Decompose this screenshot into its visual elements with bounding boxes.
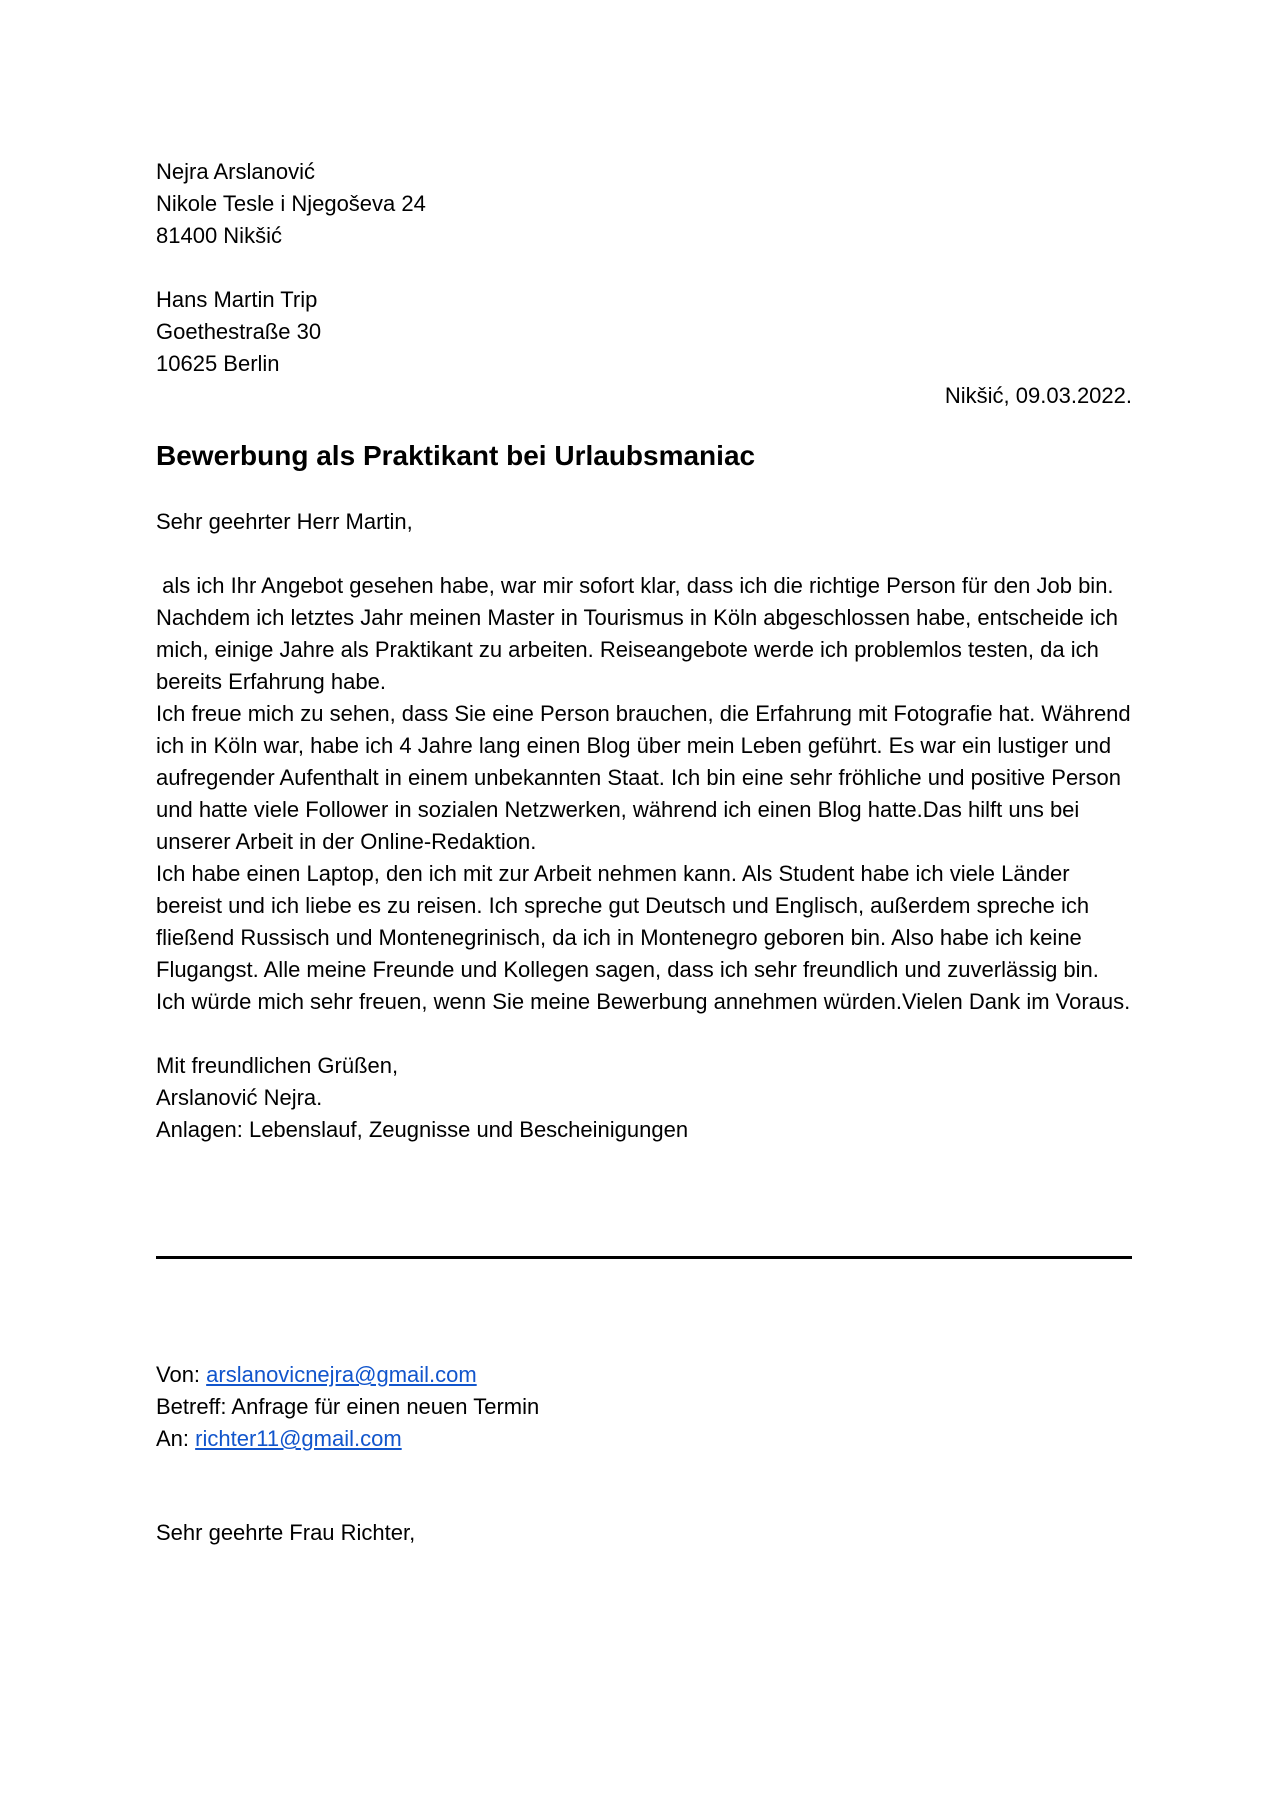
body-paragraph: als ich Ihr Angebot gesehen habe, war mir sofort klar, dass ich die richtige Person für den Job bin. Nachdem ich letztes Jahr meinen Master in Tourismus in Köln abgeschlossen habe, entscheide ich mich, einige Jahre als Praktikant zu arbeiten. Reiseangebote werde ich problemlos testen, da ich bereits Erfahrung habe. — [156, 573, 1125, 694]
email-from-link[interactable]: arslanovicnejra@gmail.com — [206, 1362, 477, 1387]
sender-name: Nejra Arslanović — [156, 159, 315, 184]
email-subject-line: Betreff: Anfrage für einen neuen Termin — [156, 1394, 540, 1419]
email-to-line — [156, 1423, 1132, 1455]
letter-date: Nikšić, 09.03.2022. — [944, 383, 1132, 408]
closing-signature: Arslanović Nejra. — [156, 1085, 323, 1110]
recipient-city: 10625 Berlin — [156, 351, 280, 376]
letter-body — [156, 570, 1137, 1018]
email-from-label: Von: — [156, 1362, 207, 1387]
spacer — [156, 1455, 1132, 1517]
closing-greeting: Mit freundlichen Grüßen, — [156, 1053, 399, 1078]
email-salutation: Sehr geehrte Frau Richter, — [156, 1520, 416, 1545]
letter-salutation: Sehr geehrter Herr Martin, — [156, 509, 413, 534]
sender-address — [156, 156, 1132, 252]
spacer — [156, 252, 1132, 284]
email-to-link[interactable]: richter11@gmail.com — [195, 1426, 402, 1451]
closing-attachments: Anlagen: Lebenslauf, Zeugnisse und Bescheinigungen — [156, 1117, 689, 1142]
recipient-street: Goethestraße 30 — [156, 319, 322, 344]
body-paragraph: Ich würde mich sehr freuen, wenn Sie meine Bewerbung annehmen würden.Vielen Dank im Voraus. — [156, 989, 1131, 1014]
recipient-name: Hans Martin Trip — [156, 287, 318, 312]
body-paragraph: Ich habe einen Laptop, den ich mit zur Arbeit nehmen kann. Als Student habe ich viele Länder bereist und ich liebe es zu reisen. Ich spreche gut Deutsch und Englisch, außerdem spreche ich fließend Russisch und Montenegrinisch, da ich in Montenegro geboren bin. Also habe ich keine Flugangst. Alle meine Freunde und Kollegen sagen, dass ich sehr freundlich und zuverlässig bin. — [156, 861, 1099, 982]
email-to-label: An: — [156, 1426, 196, 1451]
document-page — [156, 156, 1137, 1549]
horizontal-divider — [156, 1256, 1132, 1259]
letter-closing — [156, 1050, 1132, 1146]
sender-city: 81400 Nikšić — [156, 223, 282, 248]
email-from-line — [156, 1359, 1132, 1391]
body-paragraph: Ich freue mich zu sehen, dass Sie eine Person brauchen, die Erfahrung mit Fotografie hat. Während ich in Köln war, habe ich 4 Jahre lang einen Blog über mein Leben geführt. Es war ein lustiger und aufregender Aufenthalt in einem unbekannten Staat. Ich bin eine sehr fröhliche und positive Person und hatte viele Follower in sozialen Netzwerken, während ich einen Blog hatte.Das hilft uns bei unserer Arbeit in der Online-Redaktion. — [156, 701, 1137, 854]
recipient-address — [156, 284, 1132, 380]
sender-street: Nikole Tesle i Njegoševa 24 — [156, 191, 426, 216]
spacer — [156, 538, 1132, 570]
spacer — [156, 1018, 1132, 1050]
email-header — [156, 1359, 1132, 1455]
letter-subject: Bewerbung als Praktikant bei Urlaubsmaniac — [156, 440, 756, 471]
